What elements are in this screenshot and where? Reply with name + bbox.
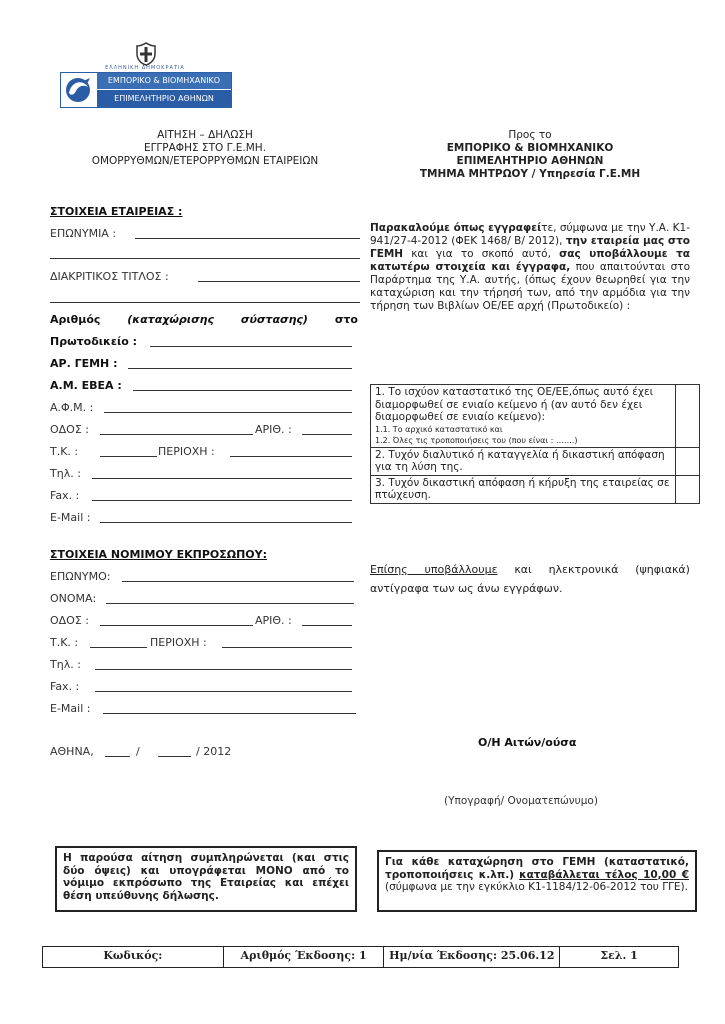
company-number-field[interactable] [302, 434, 352, 435]
court-label: Πρωτοδικείο : [50, 335, 138, 348]
request-text-1: τε, σύμφωνα με την Υ.Α. Κ1-941/27-4-2012 (ΦΕΚ 1468/ Β/ 2012), [370, 222, 691, 247]
gemi-field[interactable] [128, 368, 352, 369]
rep-street-label: ΟΔΟΣ : [50, 614, 89, 627]
rep-surname-field[interactable] [122, 581, 354, 582]
footer-edition-date: Ημ/νία Έκδοσης: 25.06.12 [384, 947, 560, 967]
footer-page: Σελ. 1 [600, 949, 638, 962]
company-postcode-label: Τ.Κ. : [50, 445, 79, 458]
company-street-label: ΟΔΟΣ : [50, 423, 89, 436]
document-checkbox-2[interactable] [676, 447, 700, 475]
company-name-label: ΕΠΩΝΥΜΙΑ : [50, 227, 117, 240]
date-year: / 2012 [196, 745, 232, 758]
applicant-label: Ο/Η Αιτών/ούσα [478, 736, 577, 749]
company-name-field[interactable] [135, 238, 360, 239]
date-month-field[interactable] [158, 756, 191, 757]
document-item-3: 3. Τυχόν δικαστική απόφαση ή κήρυξη της εταιρείας σε πτώχευση. [371, 475, 676, 503]
rep-phone-field[interactable] [95, 669, 352, 670]
date-day-field[interactable] [105, 756, 130, 757]
rep-email-field[interactable] [103, 713, 356, 714]
title-line2: ΕΓΓΡΑΦΗΣ ΣΤΟ Γ.Ε.ΜΗ. [143, 142, 267, 154]
date-slash: / [136, 745, 140, 758]
document-item-2: 2. Τυχόν διαλυτικό ή καταγγελία ή δικαστική απόφαση για τη λύση της. [371, 447, 676, 475]
date-city: ΑΘΗΝΑ, [50, 745, 94, 758]
document-checkbox-1[interactable] [676, 385, 700, 448]
rep-firstname-field[interactable] [106, 603, 354, 604]
gemi-label: ΑΡ. ΓΕΜΗ : [50, 357, 118, 370]
registration-number-label [50, 313, 358, 326]
rep-surname-label: ΕΠΩΝΥΜΟ: [50, 570, 111, 583]
company-email-label: E-Mail : [50, 511, 91, 524]
notice-right-text: (σύμφωνα με την εγκύκλιο Κ1-1184/12-06-2012 του ΓΓΕ). [385, 881, 688, 893]
document-row [371, 385, 700, 448]
document-checkbox-3[interactable] [676, 475, 700, 503]
notice-right-fee: καταβάλλεται τέλος 10,00 € [519, 868, 690, 881]
reg-word-c: σύστασης) [240, 313, 308, 326]
notice-right [377, 850, 697, 912]
addressee-line4: ΤΜΗΜΑ ΜΗΤΡΩΟΥ / Υπηρεσία Γ.Ε.ΜΗ [419, 168, 641, 180]
company-street-field[interactable] [100, 434, 253, 435]
request-text-2: και για το σκοπό αυτό, [411, 248, 551, 260]
notice-right-bold: Για κάθε καταχώρηση στο ΓΕΜΗ (καταστατικό, τροποποιήσεις κ.λπ.) [385, 856, 689, 881]
rep-fax-label: Fax. : [50, 680, 80, 693]
company-email-field[interactable] [100, 522, 352, 523]
document-item-1-1: 1.1. Το αρχικό καταστατικό και [375, 424, 503, 434]
electronic-copies-note [370, 560, 690, 598]
company-phone-field[interactable] [92, 478, 352, 479]
distinctive-title-field-2[interactable] [50, 302, 360, 303]
addressee [380, 129, 680, 181]
company-area-field[interactable] [230, 456, 352, 457]
document-item-1-2: 1.2. Όλες τις τροποποιήσεις του (που είναι : …….) [375, 435, 578, 445]
logo-line1: ΕΜΠΟΡΙΚΟ & ΒΙΟΜΗΧΑΝΙΚΟ [97, 73, 231, 89]
rep-postcode-label: Τ.Κ. : [50, 636, 79, 649]
company-fax-field[interactable] [92, 500, 352, 501]
greek-crest-icon [135, 42, 157, 66]
signature-hint: (Υπογραφή/ Ονοματεπώνυμο) [444, 795, 598, 807]
rep-firstname-label: ΟΝΟΜΑ: [50, 592, 97, 605]
rep-number-field[interactable] [302, 625, 352, 626]
rep-phone-label: Τηλ. : [50, 658, 81, 671]
ebea-field[interactable] [133, 390, 352, 391]
rep-area-label: ΠΕΡΙΟΧΗ : [150, 636, 207, 649]
footer-edition-number: Αριθμός Έκδοσης: 1 [224, 947, 385, 967]
company-heading: ΣΤΟΙΧΕΙΑ ΕΤΑΙΡΕΙΑΣ : [50, 205, 183, 218]
form-footer [42, 946, 679, 968]
request-bold-2: την εταιρεία μας στο ΓΕΜΗ [370, 235, 690, 260]
addressee-line2: ΕΜΠΟΡΙΚΟ & ΒΙΟΜΗΧΑΝΙΚΟ [446, 142, 614, 154]
company-name-field-2[interactable] [50, 258, 360, 259]
logo-line2: ΕΠΙΜΕΛΗΤΗΡΙΟ ΑΘΗΝΩΝ [97, 90, 231, 107]
court-field[interactable] [150, 346, 352, 347]
addressee-line3: ΕΠΙΜΕΛΗΤΗΡΙΟ ΑΘΗΝΩΝ [456, 155, 604, 167]
afm-label: Α.Φ.Μ. : [50, 401, 94, 414]
distinctive-title-label: ΔΙΑΚΡΙΤΙΚΟΣ ΤΙΤΛΟΣ : [50, 270, 169, 283]
company-area-label: ΠΕΡΙΟΧΗ : [158, 445, 215, 458]
company-phone-label: Τηλ. : [50, 467, 81, 480]
form-title [40, 129, 370, 168]
hermes-head-icon [61, 73, 97, 107]
addressee-line1: Προς το [508, 129, 552, 141]
electronic-text: και ηλεκτρονικά (ψηφιακά) αντίγραφα των ως άνω εγγράφων. [370, 563, 690, 595]
request-bold-1: Παρακαλούμε όπως εγγραφεί [370, 222, 542, 234]
document-row [371, 475, 700, 503]
rep-area-field[interactable] [222, 647, 352, 648]
request-text-3: που απαιτούνται στο Παράρτημα της Υ.Α. αυτής, (όπως έχουν θεωρηθεί για την καταχώριση και την τήρησή των, από την αρμόδια για την τήρηση των Βιβλίων ΟΕ/ΕΕ αρχή (Πρωτοδικείο) : [370, 261, 690, 312]
footer-code: Κωδικός: [43, 947, 224, 967]
electronic-underline: Επίσης υποβάλλουμε [370, 563, 498, 576]
company-postcode-field[interactable] [100, 456, 157, 457]
company-number-label: ΑΡΙΘ. : [255, 423, 292, 436]
request-paragraph [370, 222, 690, 313]
document-item-1 [371, 385, 676, 448]
notice-left: Η παρούσα αίτηση συμπληρώνεται (και στις δύο όψεις) και υπογράφεται ΜΟΝΟ από το νόμιμο εκπρόσωπο της Εταιρείας και επέχει θέση υπεύθυνης δήλωσης. [55, 846, 357, 912]
document-row [371, 447, 700, 475]
reg-word-b: (καταχώρισης [127, 313, 214, 326]
company-fax-label: Fax. : [50, 489, 80, 502]
reg-word-a: Αριθμός [50, 313, 101, 326]
rep-postcode-field[interactable] [90, 647, 147, 648]
rep-street-field[interactable] [100, 625, 253, 626]
representative-heading: ΣΤΟΙΧΕΙΑ ΝΟΜΙΜΟΥ ΕΚΠΡΟΣΩΠΟΥ: [50, 548, 268, 561]
reg-word-d: στο [334, 313, 358, 326]
rep-fax-field[interactable] [95, 691, 352, 692]
document-item-1-text: 1. Το ισχύον καταστατικό της ΟΕ/ΕΕ,όπως αυτό έχει διαμορφωθεί σε ενιαίο κείμενο ή (αν αυτό δεν έχει διαμορφωθεί σε ενιαίο κείμενο): [375, 386, 654, 423]
documents-table [370, 384, 700, 504]
rep-email-label: E-Mail : [50, 702, 91, 715]
distinctive-title-field[interactable] [198, 281, 360, 282]
request-bold-3: σας υποβάλλουμε τα κατωτέρω στοιχεία και έγγραφα, [370, 248, 690, 273]
title-line1: ΑΙΤΗΣΗ – ΔΗΛΩΣΗ [157, 129, 253, 141]
rep-number-label: ΑΡΙΘ. : [255, 614, 292, 627]
title-line3: ΟΜΟΡΡΥΘΜΩΝ/ΕΤΕΡΟΡΡΥΘΜΩΝ ΕΤΑΙΡΕΙΩΝ [91, 155, 319, 167]
logo-tagline: ΕΛΛΗΝΙΚΗ ΔΗΜΟΚΡΑΤΙΑ [105, 65, 185, 71]
chamber-logo [60, 72, 232, 108]
ebea-label: Α.Μ. ΕΒΕΑ : [50, 379, 122, 392]
afm-field[interactable] [104, 412, 352, 413]
